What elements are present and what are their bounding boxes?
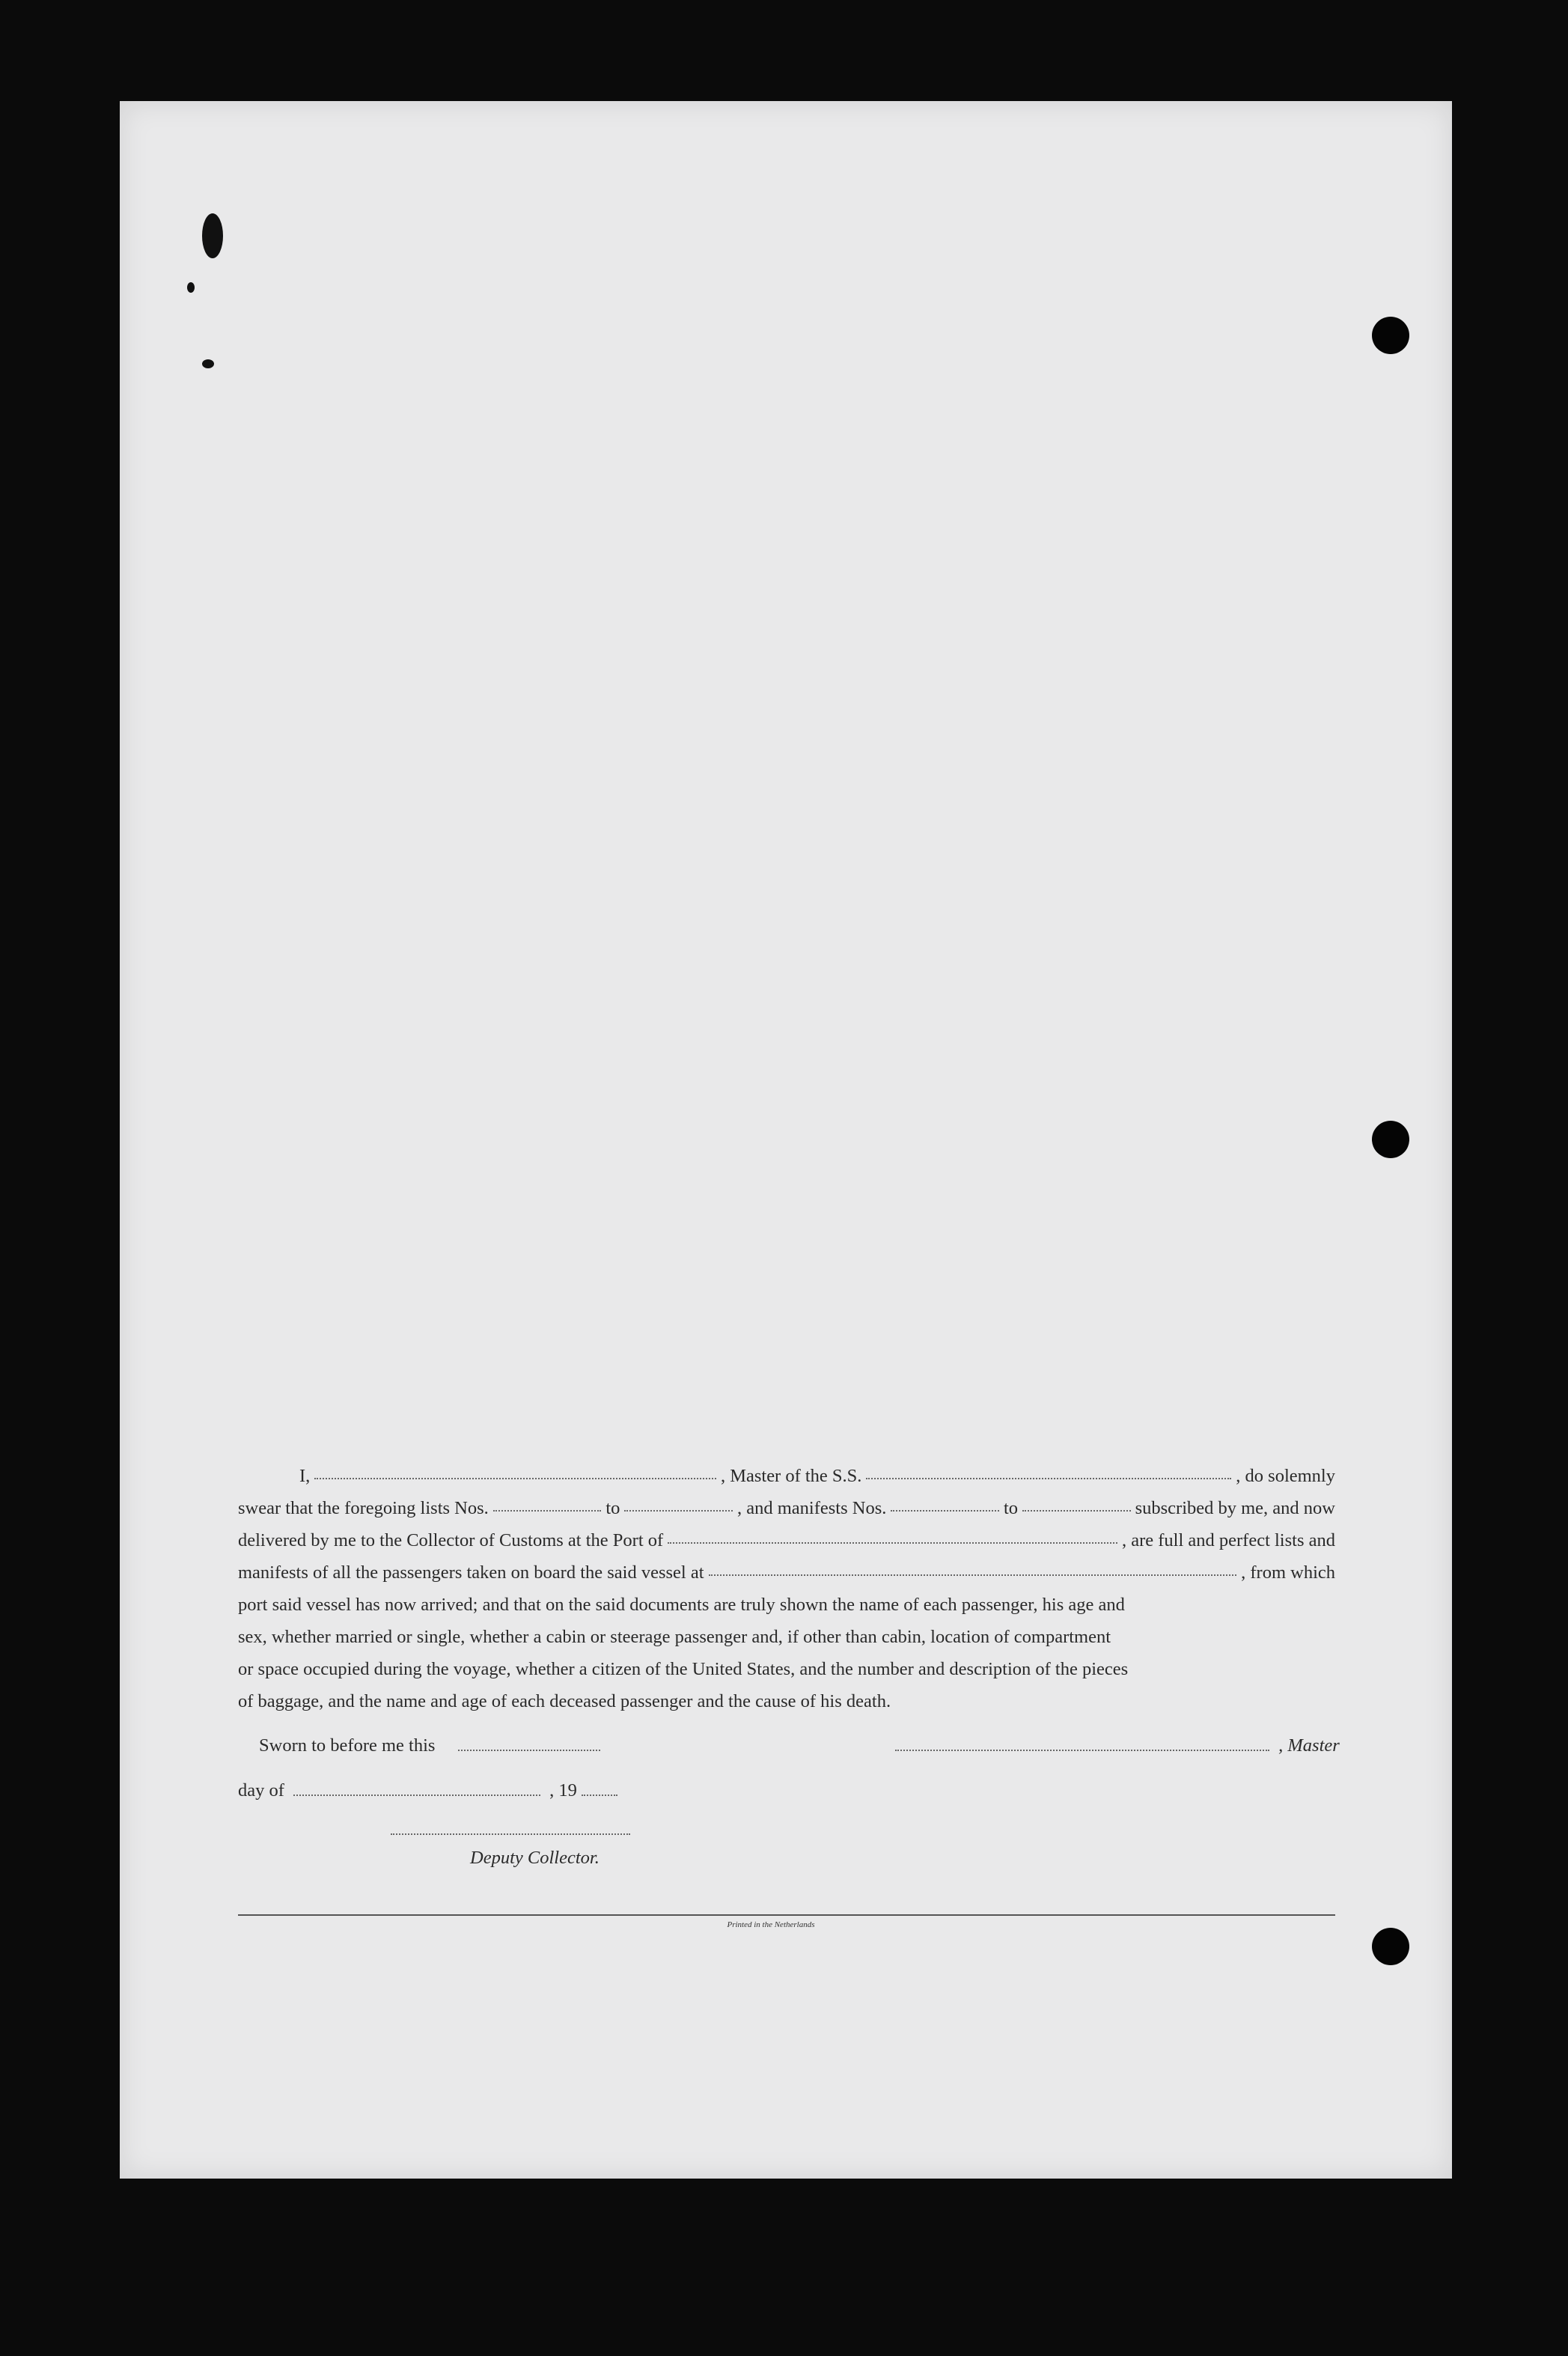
punch-hole-middle: [1372, 1121, 1409, 1158]
text: of baggage, and the name and age of each deceased passenger and the cause of his death.: [238, 1691, 891, 1711]
text: Sworn to before me this: [259, 1735, 436, 1756]
day-of-line: [238, 1777, 622, 1801]
deputy-signature-blank: [391, 1815, 630, 1835]
manifest-from-blank: [891, 1492, 999, 1512]
text: day of: [238, 1780, 284, 1801]
text: , Master: [1278, 1735, 1340, 1756]
text: , Master of the S.S.: [720, 1466, 862, 1486]
text: , are full and perfect lists and: [1121, 1530, 1335, 1550]
ink-blot: [202, 213, 223, 258]
departure-port-blank: [709, 1556, 1237, 1576]
manifest-to-blank: [1022, 1492, 1131, 1512]
punch-hole-top: [1372, 317, 1409, 354]
master-name-blank: [314, 1460, 716, 1479]
year-blank: [582, 1777, 617, 1796]
text: to: [1003, 1498, 1019, 1518]
text: to: [605, 1498, 620, 1518]
master-signature-blank: [895, 1732, 1269, 1751]
ink-mark: [202, 359, 214, 368]
text: port said vessel has now arrived; and that on the said documents are truly shown the name of each passenger, his age and: [238, 1595, 1125, 1615]
declaration-line: [238, 1460, 1335, 1492]
text: , from which: [1241, 1562, 1335, 1583]
day-blank: [293, 1777, 540, 1796]
list-to-blank: [624, 1492, 733, 1512]
declaration-line: [238, 1685, 1335, 1717]
text: delivered by me to the Collector of Customs at the Port of: [238, 1530, 664, 1550]
port-blank: [668, 1524, 1117, 1544]
declaration-line: [238, 1556, 1335, 1589]
declaration-line: [238, 1621, 1335, 1653]
sworn-date-blank: [458, 1732, 600, 1751]
declaration-paragraph: [238, 1460, 1335, 1717]
declaration-line: [238, 1653, 1335, 1685]
master-signature-line: [891, 1732, 1340, 1756]
declaration-line: [238, 1589, 1335, 1621]
declaration-line: [238, 1524, 1335, 1556]
text: , do solemnly: [1236, 1466, 1335, 1486]
list-from-blank: [493, 1492, 602, 1512]
sworn-line: [259, 1732, 605, 1756]
text: manifests of all the passengers taken on board the said vessel at: [238, 1562, 704, 1583]
ink-mark: [187, 282, 195, 293]
declaration-line: [238, 1492, 1335, 1524]
text: or space occupied during the voyage, whether a citizen of the United States, and the number and description of the pieces: [238, 1659, 1129, 1679]
text: subscribed by me, and now: [1135, 1498, 1336, 1518]
footer-rule: [238, 1914, 1335, 1916]
deputy-collector-label: Deputy Collector.: [470, 1848, 600, 1868]
text: I,: [299, 1466, 311, 1486]
form-sheet: [120, 101, 1452, 2179]
text: sex, whether married or single, whether a cabin or steerage passenger and, if other than cabin, location of compartment: [238, 1627, 1111, 1647]
deputy-line: [386, 1815, 635, 1840]
ship-name-blank: [866, 1460, 1231, 1479]
text: swear that the foregoing lists Nos.: [238, 1498, 489, 1518]
punch-hole-bottom: [1372, 1928, 1409, 1965]
printed-in-netherlands: Printed in the Netherlands: [727, 1920, 815, 1929]
text: , 19: [549, 1780, 577, 1801]
text: , and manifests Nos.: [737, 1498, 887, 1518]
